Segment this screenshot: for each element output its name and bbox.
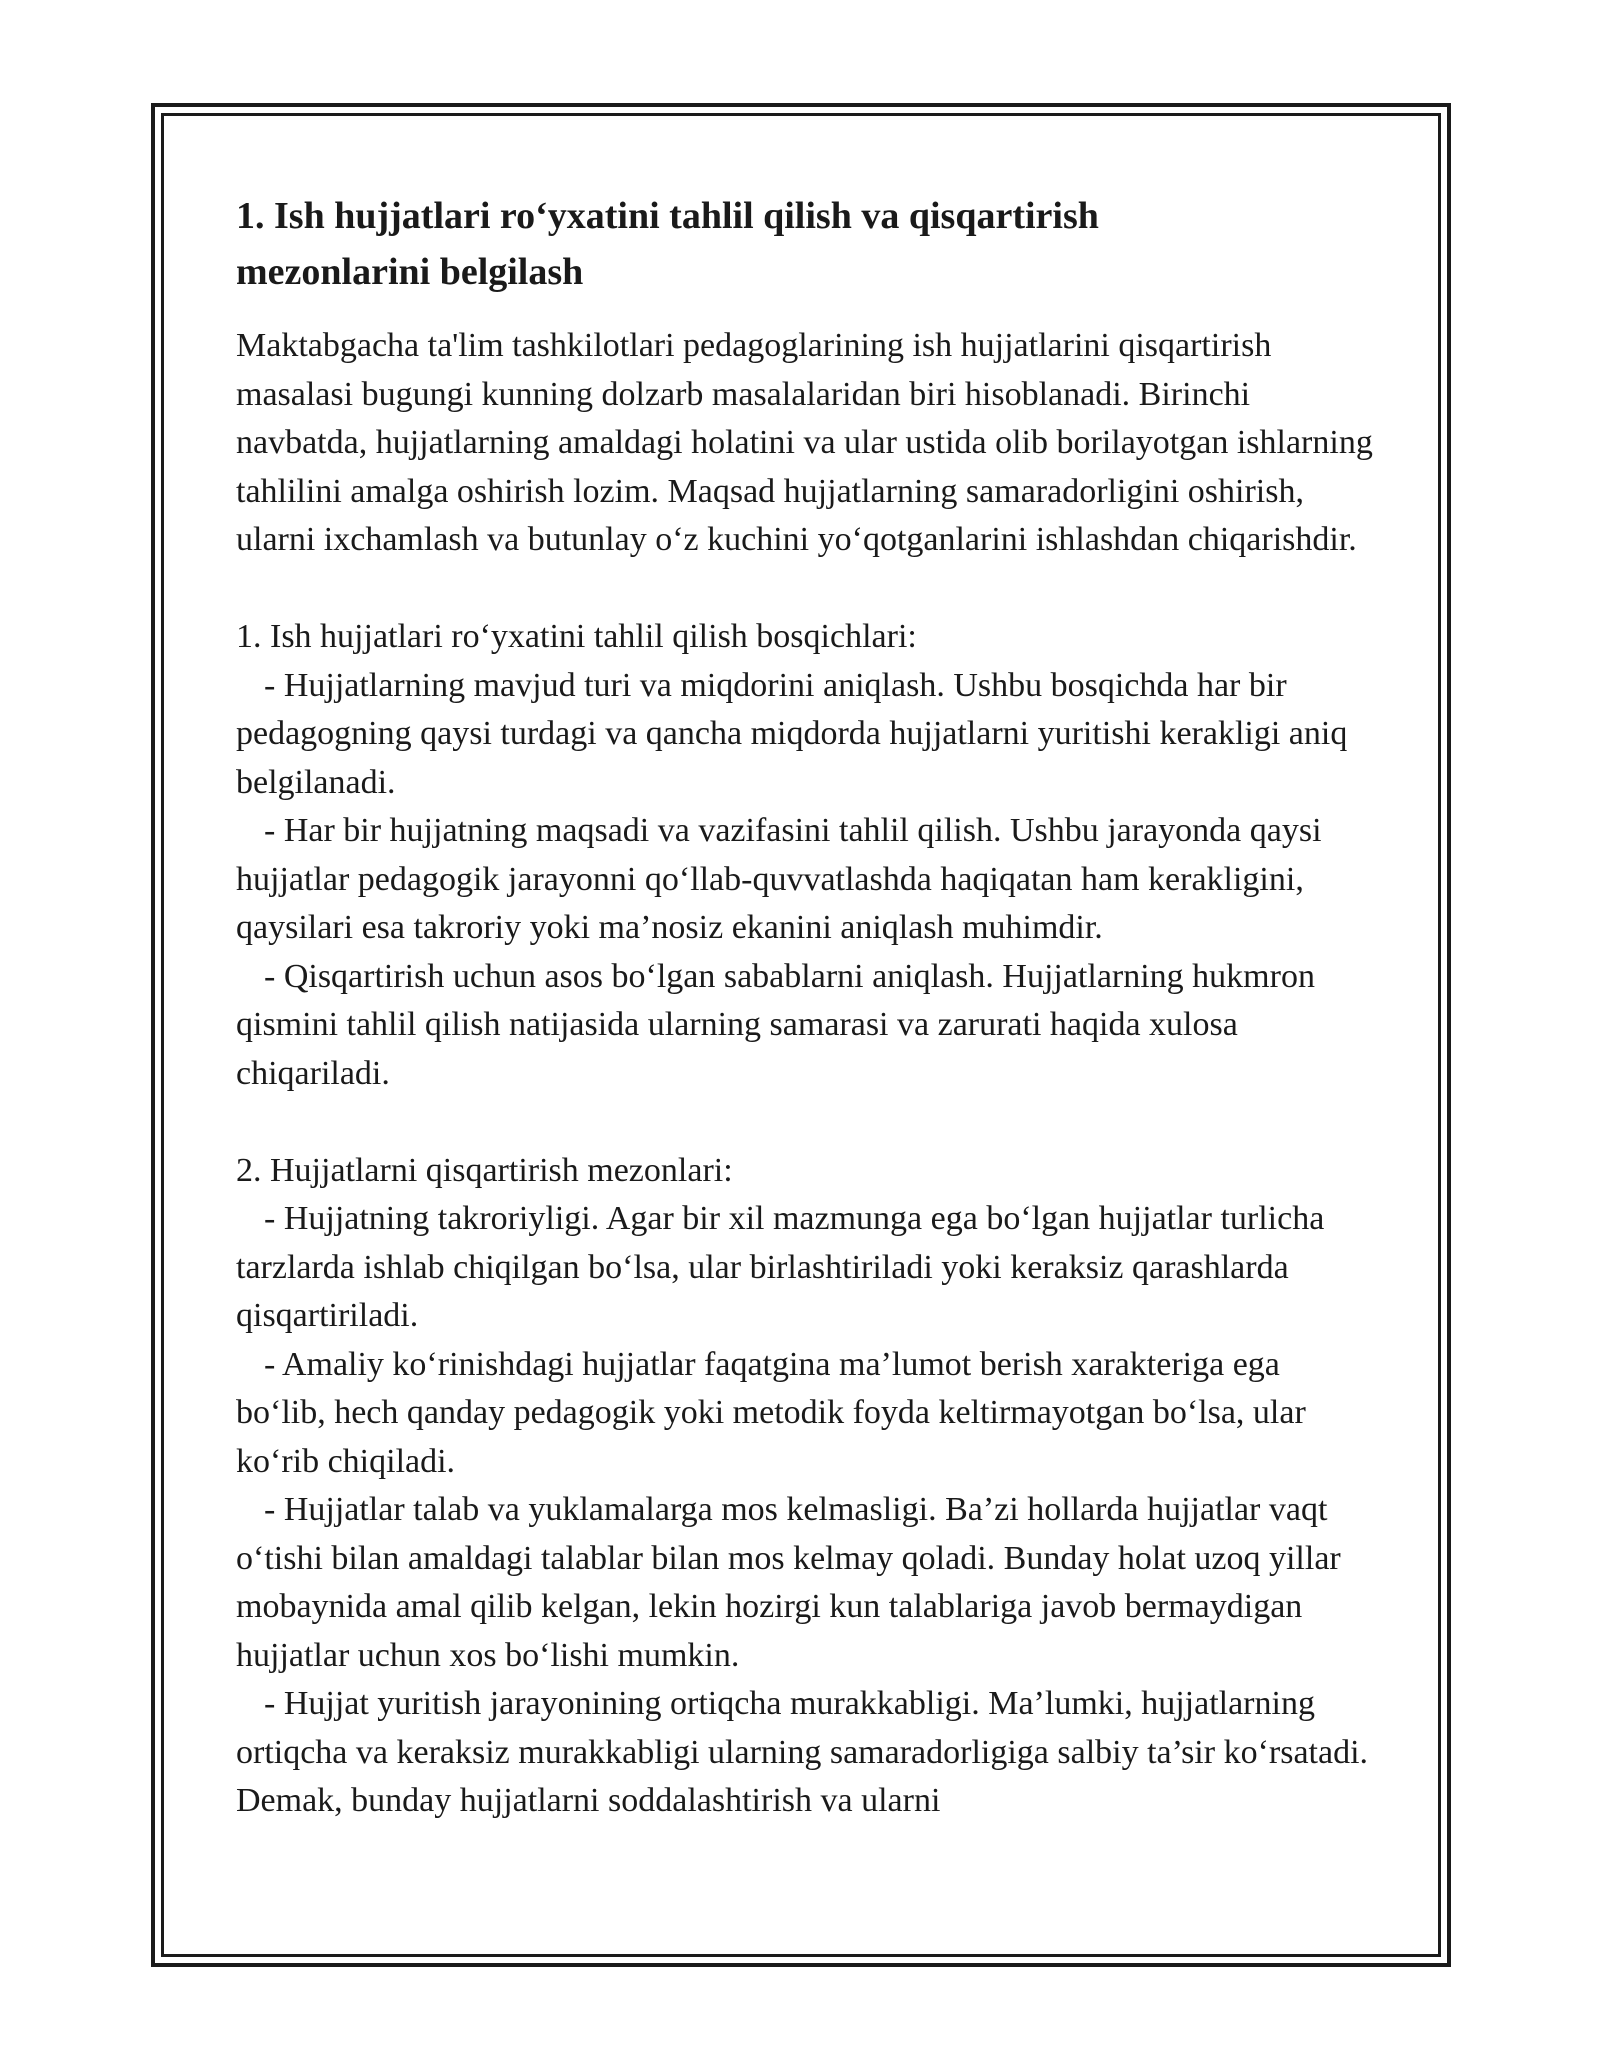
section2-item: - Hujjatlar talab va yuklamalarga mos kelmasligi. Ba’zi hollarda hujjatlar vaqt o‘tishi bilan amaldagi talablar bilan mos kelmay qoladi. Bunday holat uzoq yillar mobaynida amal qilib kelgan, lekin hozirgi kun talablariga javob bermaydigan hujjatlar uchun xos bo‘lishi mumkin.: [236, 1491, 1341, 1674]
section2-item: - Hujjat yuritish jarayonining ortiqcha murakkabligi. Ma’lumki, hujjatlarning ortiqcha va keraksiz murakkabligi ularning samaradorligiga salbiy ta’sir ko‘rsatadi. Demak, bunday hujjatlarni soddalashtirish va ularni: [236, 1685, 1369, 1819]
section1-item: - Har bir hujjatning maqsadi va vazifasini tahlil qilish. Ushbu jarayonda qaysi hujjatlar pedagogik jarayonni qo‘llab-quvvatlashda haqiqatan ham kerakligini, qaysilari esa takroriy yoki ma’nosiz ekanini aniqlash muhimdir.: [236, 812, 1322, 946]
intro-paragraph: Maktabgacha ta'lim tashkilotlari pedagoglarining ish hujjatlarini qisqartirish masalasi bugungi kunning dolzarb masalalaridan biri hisoblanadi. Birinchi navbatda, hujjatlarning amaldagi holatini va ular ustida olib borilayotgan ishlarning tahlilini amalga oshirish lozim. Maqsad hujjatlarning samaradorligini oshirish, ularni ixchamlash va butunlay o‘z kuchini yo‘qotganlarini ishlashdan chiqarishdir.: [236, 327, 1373, 558]
document-body: [236, 188, 1376, 1826]
section-heading-line1: 1. Ish hujjatlari ro‘yxatini tahlil qilish va qisqartirish: [236, 195, 1099, 237]
section1-title: 1. Ish hujjatlari ro‘yxatini tahlil qilish bosqichlari:: [236, 618, 917, 655]
section-heading-line2: mezonlarini belgilash: [236, 251, 584, 293]
paragraph-gap: [236, 1098, 1376, 1147]
section1-item: - Hujjatlarning mavjud turi va miqdorini aniqlash. Ushbu bosqichda har bir pedagogning qaysi turdagi va qancha miqdorda hujjatlarni yuritishi kerakligi aniq belgilanadi.: [236, 666, 1348, 801]
section1-item: - Qisqartirish uchun asos bo‘lgan sabablarni aniqlash. Hujjatlarning hukmron qismini tahlil qilish natijasida ularning samarasi va zarurati haqida xulosa chiqariladi.: [236, 957, 1315, 1092]
section2-title: 2. Hujjatlarni qisqartirish mezonlari:: [236, 1151, 733, 1189]
section2-item: - Hujjatning takroriyligi. Agar bir xil mazmunga ega bo‘lgan hujjatlar turlicha tarzlarda ishlab chiqilgan bo‘lsa, ular birlashtiriladi yoki keraksiz qarashlarda qisqartiriladi.: [236, 1200, 1325, 1334]
paragraph-gap: [236, 565, 1376, 614]
section2-item: - Amaliy ko‘rinishdagi hujjatlar faqatgina ma’lumot berish xarakteriga ega bo‘lib, hech qanday pedagogik yoki metodik foyda keltirmayotgan bo‘lsa, ular ko‘rib chiqiladi.: [236, 1345, 1306, 1480]
section-heading: [236, 188, 1376, 300]
